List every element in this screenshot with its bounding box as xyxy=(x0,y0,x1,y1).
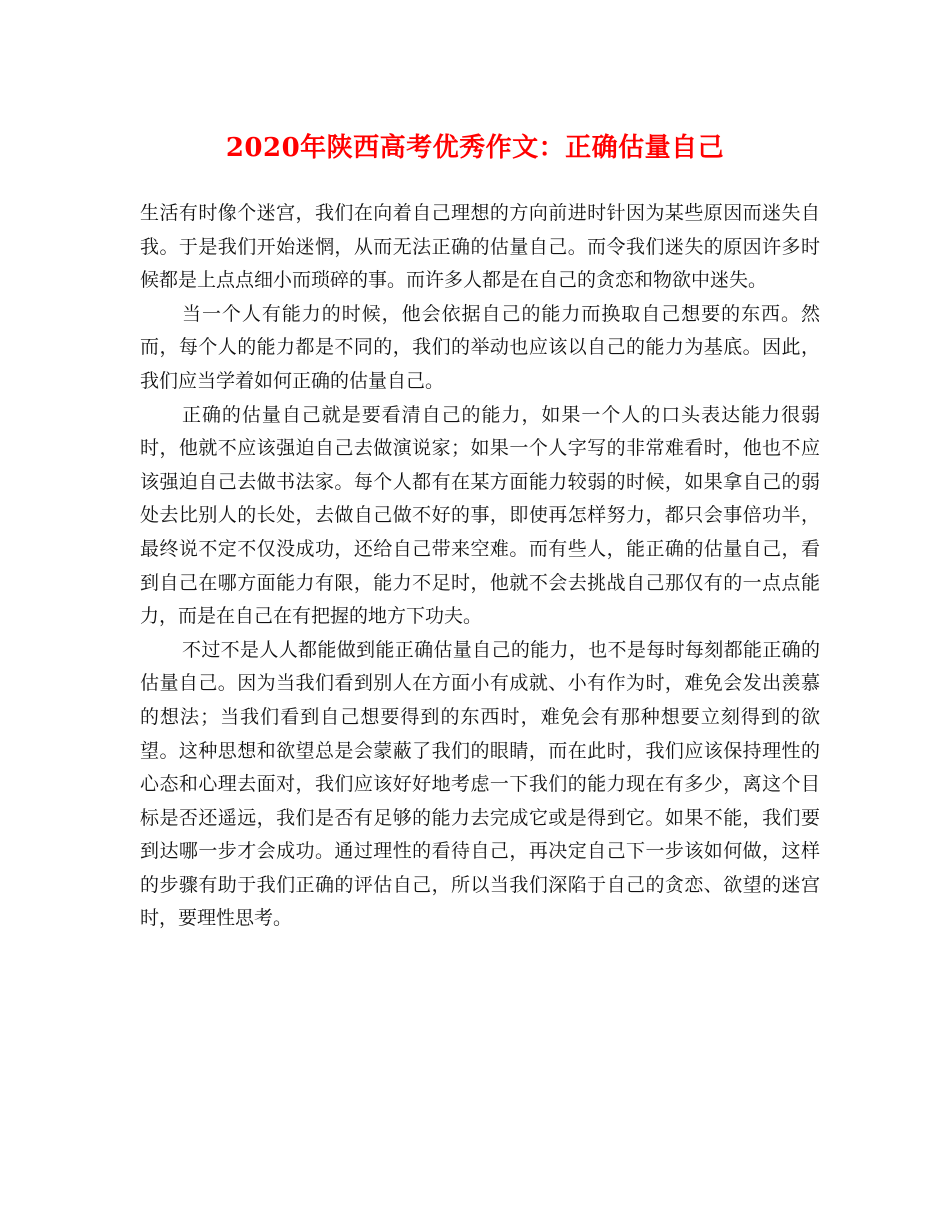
paragraph-1: 生活有时像个迷宫，我们在向着自己理想的方向前进时针因为某些原因而迷失自我。于是我们开始迷惘，从而无法正确的估量自己。而令我们迷失的原因许多时候都是上点点细小而琐碎的事。而许多人都是在自己的贪恋和物欲中迷失。 xyxy=(140,202,820,292)
paragraph-4: 不过不是人人都能做到能正确估量自己的能力，也不是每时每刻都能正确的估量自己。因为当我们看到别人在方面小有成就、小有作为时，难免会发出羡慕的想法；当我们看到自己想要得到的东西时，难免会有那种想要立刻得到的欲望。这种思想和欲望总是会蒙蔽了我们的眼睛，而在此时，我们应该保持理性的心态和心理去面对，我们应该好好地考虑一下我们的能力现在有多少，离这个目标是否还遥远，我们是否有足够的能力去完成它或是得到它。如果不能，我们要到达哪一步才会成功。通过理性的看待自己，再决定自己下一步该如何做，这样的步骤有助于我们正确的评估自己，所以当我们深陷于自己的贪恋、欲望的迷宫时，要理性思考。 xyxy=(140,638,820,930)
paragraph-2: 当一个人有能力的时候，他会依据自己的能力而换取自己想要的东西。然而，每个人的能力都是不同的，我们的举动也应该以自己的能力为基底。因此，我们应当学着如何正确的估量自己。 xyxy=(140,302,820,392)
document-title: 2020年陕西高考优秀作文：正确估量自己 xyxy=(225,133,725,163)
document-body xyxy=(140,197,820,936)
paragraph-3: 正确的估量自己就是要看清自己的能力，如果一个人的口头表达能力很弱时，他就不应该强迫自己去做演说家；如果一个人字写的非常难看时，他也不应该强迫自己去做书法家。每个人都有在某方面能力较弱的时候，如果拿自己的弱处去比别人的长处，去做自己做不好的事，即使再怎样努力，都只会事倍功半，最终说不定不仅没成功，还给自己带来空难。而有些人，能正确的估量自己，看到自己在哪方面能力有限，能力不足时，他就不会去挑战自己那仅有的一点点能力，而是在自己在有把握的地方下功夫。 xyxy=(140,403,820,628)
